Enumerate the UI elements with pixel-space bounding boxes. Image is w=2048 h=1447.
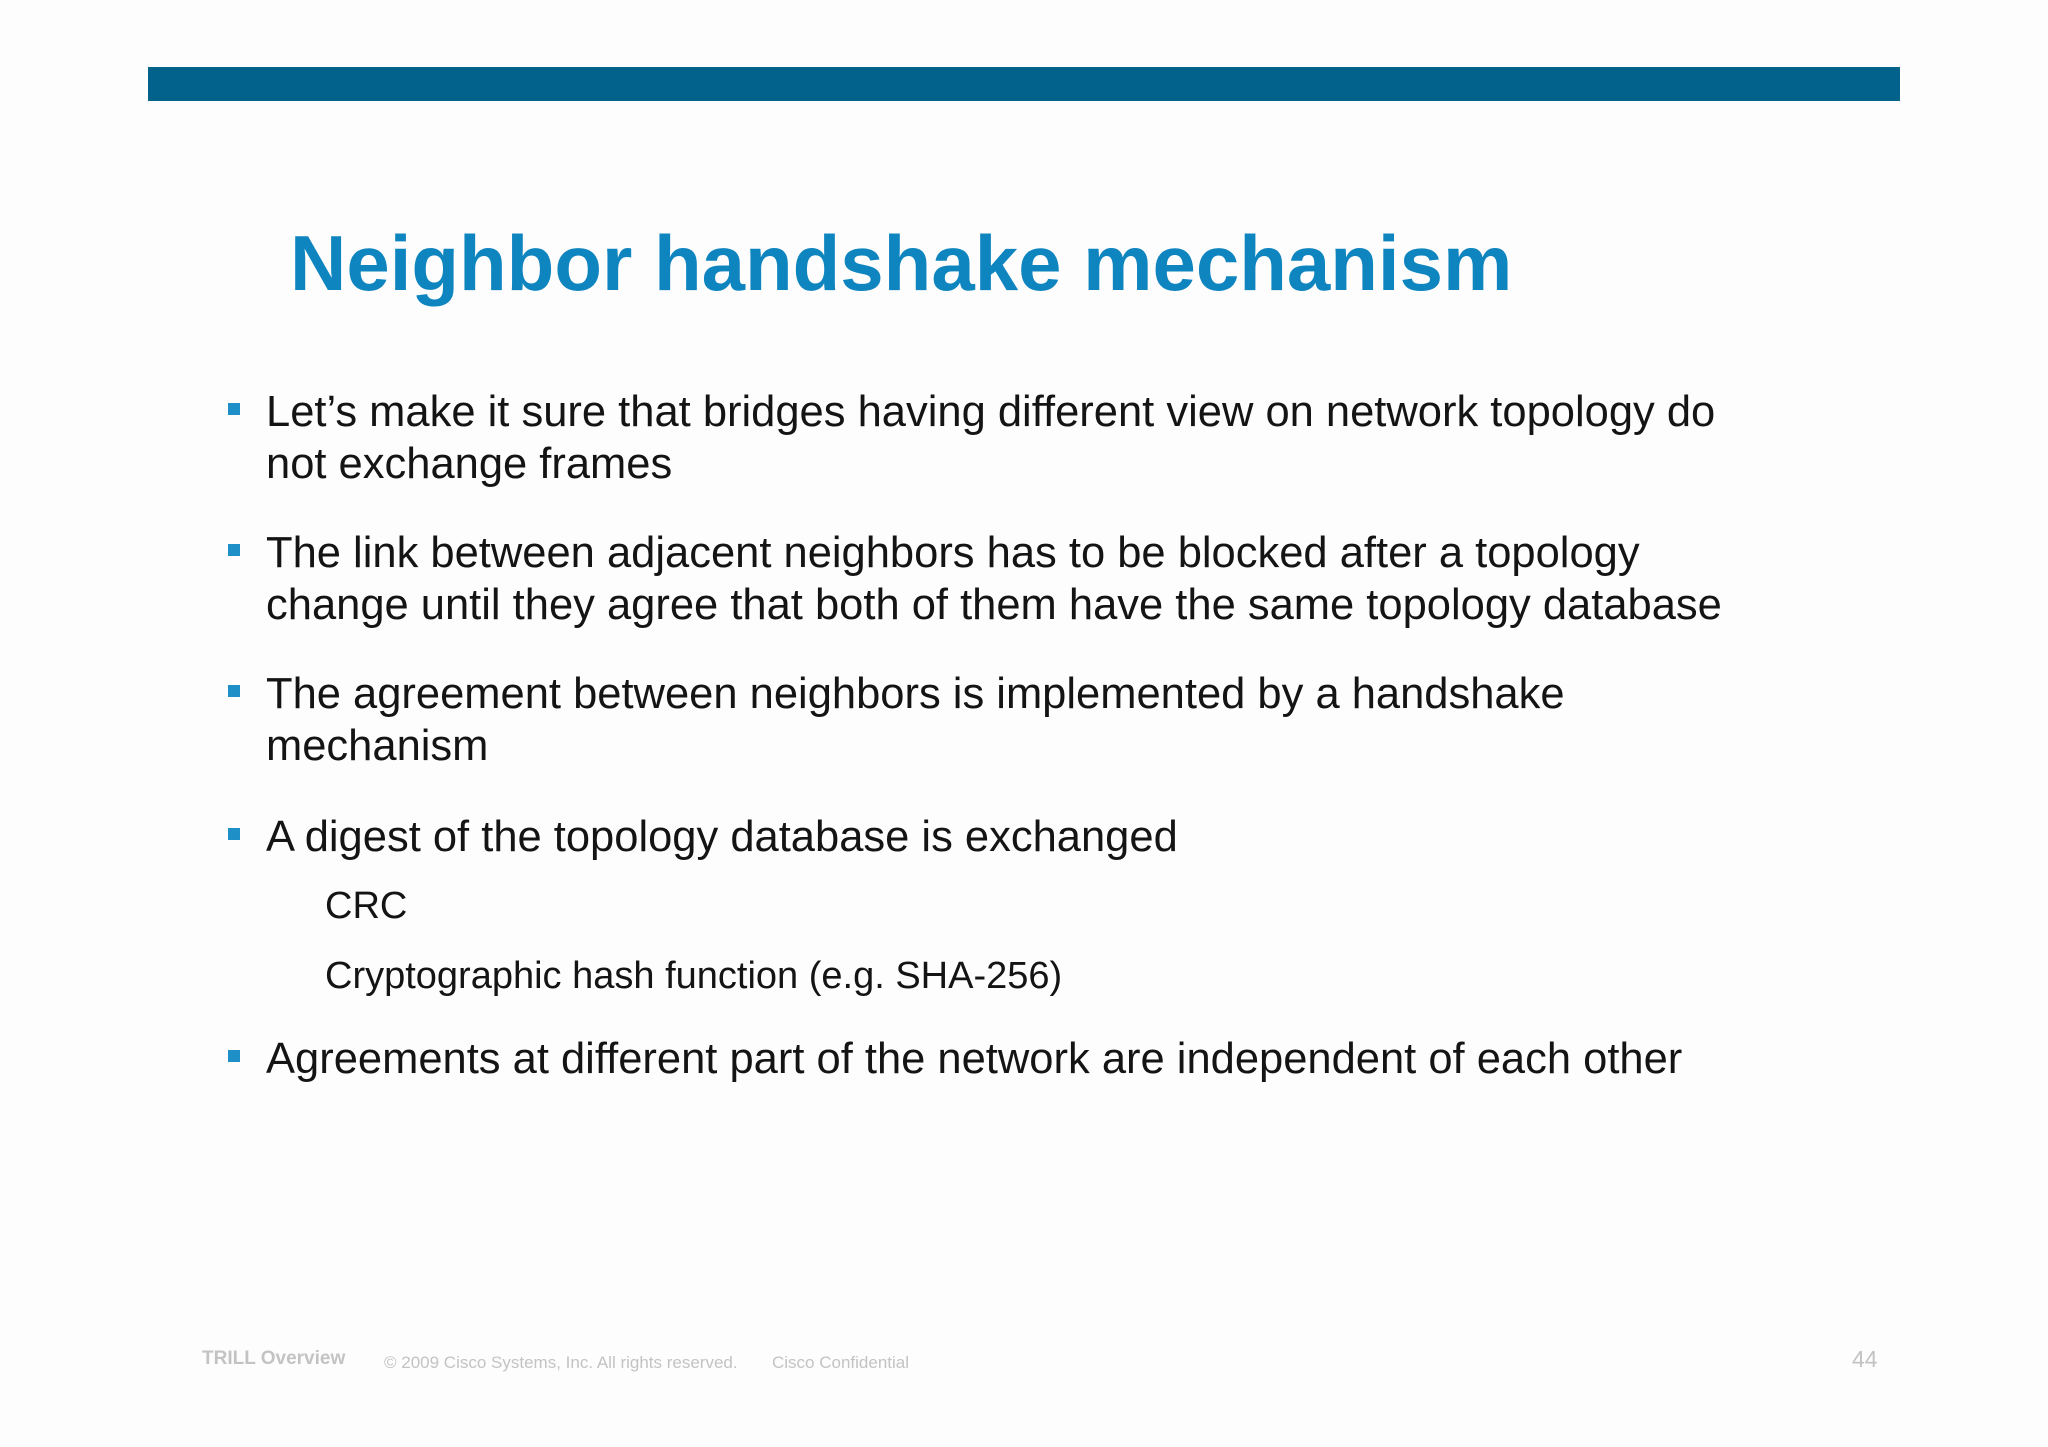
square-bullet-icon [228, 685, 240, 697]
square-bullet-icon [228, 1050, 240, 1062]
bullet-item [228, 386, 1758, 490]
square-bullet-icon [228, 544, 240, 556]
slide-title: Neighbor handshake mechanism [290, 219, 1513, 307]
footer-copyright: © 2009 Cisco Systems, Inc. All rights reserved. [384, 1353, 738, 1372]
bullet-item [228, 527, 1758, 631]
bullet-text: A digest of the topology database is exchanged [266, 813, 1178, 861]
page-number: 44 [1852, 1346, 1878, 1372]
footer-section-label: TRILL Overview [202, 1348, 346, 1369]
footer-confidential-label: Cisco Confidential [772, 1353, 910, 1372]
square-bullet-icon [228, 403, 240, 415]
bullet-text: The link between adjacent neighbors has to be blocked after a topology change until they agree that both of them have the same topology database [266, 529, 1722, 629]
bullet-text: Agreements at different part of the network are independent of each other [266, 1035, 1683, 1083]
bullet-item [228, 668, 1758, 772]
header-bar [148, 67, 1900, 101]
bullet-item [228, 1033, 1758, 1085]
bullet-text: The agreement between neighbors is implemented by a handshake mechanism [266, 670, 1565, 770]
bullet-text: Let’s make it sure that bridges having different view on network topology do not exchange frames [266, 388, 1716, 488]
bullet-item [228, 811, 1758, 997]
sub-bullet-item: Cryptographic hash function (e.g. SHA-256) [325, 955, 1063, 997]
sub-bullet-item: CRC [325, 885, 408, 927]
square-bullet-icon [228, 828, 240, 840]
